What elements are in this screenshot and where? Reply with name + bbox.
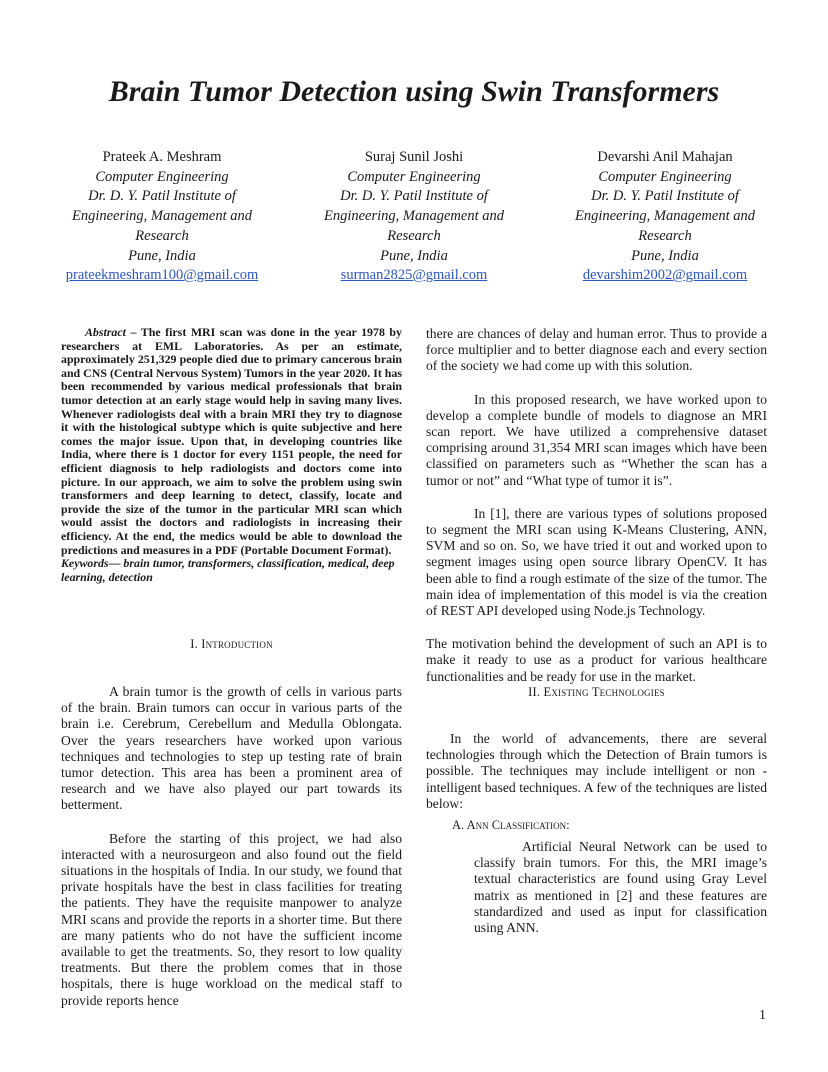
section-heading-introduction: I. Introduction — [190, 637, 273, 651]
author-block-2 — [314, 148, 514, 286]
intro-paragraph-4: In [1], there are various types of solutions proposed to segment the MRI scan using K-Means Clustering, ANN, SVM and so on. So, we have tried it out and worked upon to segment images using open source library OpenCV. It has been able to find a rough estimate of the size of the tumor. The main idea of implementation of this model is via the creation of REST API developed using Node.js Technology. — [426, 505, 767, 619]
ann-body — [474, 839, 767, 936]
ann-paragraph: Artificial Neural Network can be used to classify brain tumors. For this, the MRI image’s textual characteristics are found using Gray Level matrix as mentioned in [2] and these features are standardized and used as input for classification using ANN. — [474, 839, 767, 936]
abstract-paragraph — [61, 326, 402, 557]
author-institute: Research — [387, 227, 441, 244]
intro-paragraph-2: Before the starting of this project, we had also interacted with a neurosurgeon and also found out the field situations in the hospitals of India. In our study, we found that private hospitals have the best in class facilities for treating the patients. They have the requisite manpower to analyze MRI scans and provide the reports in a shorter time. But there are many patients who do not have the sufficient income available to get the treatments. So, they resort to low quality treatments. But there the problem comes that in those hospitals, there is huge workload on the medical staff to provide reports hence — [61, 830, 402, 1008]
author-institute: Research — [135, 227, 189, 244]
author-department: Computer Engineering — [95, 168, 229, 185]
keywords: Keywords— brain tumor, transformers, classification, medical, deep learning, detection — [61, 556, 395, 584]
introduction-body — [61, 684, 402, 1009]
author-institute: Research — [638, 227, 692, 244]
intro-continuation-paragraph: there are chances of delay and human error. Thus to provide a force multiplier and to better diagnose each and every section of the society we had come up with this solution. — [426, 326, 767, 374]
intro-paragraph-1: A brain tumor is the growth of cells in various parts of the brain. Brain tumors can occur in various parts of the brain i.e. Cerebrum, Cerebellum and Medulla Oblongata. Over the years researchers have worked upon various techniques and technologies to step up testing rate of brain tumor detection. This area has been a prominent area of research and we have also played our part towards its betterment. — [61, 684, 402, 813]
author-name: Devarshi Anil Mahajan — [597, 149, 733, 165]
author-institute: Engineering, Management and — [71, 208, 252, 225]
author-institute: Engineering, Management and — [323, 208, 504, 225]
author-institute: Dr. D. Y. Patil Institute of — [340, 188, 488, 205]
author-institute: Dr. D. Y. Patil Institute of — [88, 188, 236, 205]
abstract-section — [61, 326, 402, 584]
author-block-1 — [62, 148, 262, 286]
subsection-heading-ann: A. Ann Classification: — [452, 818, 570, 832]
author-email-link[interactable]: surman2825@gmail.com — [340, 267, 488, 284]
author-block-3 — [565, 148, 765, 286]
intro-paragraph-5: The motivation behind the development of such an API is to make it ready to use as a product for various healthcare functionalities and be ready for use in the market. — [426, 636, 767, 684]
author-location: Pune, India — [631, 247, 699, 264]
author-location: Pune, India — [128, 247, 196, 264]
existing-technologies-body — [426, 731, 767, 812]
existing-paragraph-1: In the world of advancements, there are several technologies through which the Detection of Brain tumors is possible. The techniques may include intelligent or non - intelligent based techniques. A few of the techniques are listed below: — [426, 731, 767, 811]
author-name: Suraj Sunil Joshi — [364, 149, 464, 165]
intro-paragraph-3: In this proposed research, we have worked upon to develop a complete bundle of models to diagnose an MRI scan report. We have utilized a comprehensive dataset comprising around 31,354 MRI scan images which have been classified on parameters such as “Whether the scan has a tumor or not” and “What type of tumor it is”. — [426, 391, 767, 488]
author-name: Prateek A. Meshram — [102, 149, 222, 165]
paper-title: Brain Tumor Detection using Swin Transformers — [108, 75, 720, 108]
author-department: Computer Engineering — [347, 168, 481, 185]
page-number: 1 — [759, 1008, 766, 1023]
author-institute: Engineering, Management and — [574, 208, 755, 225]
author-email-link[interactable]: prateekmeshram100@gmail.com — [65, 267, 259, 284]
abstract-label: Abstract — [85, 325, 126, 339]
section-heading-existing-technologies: II. Existing Technologies — [528, 685, 665, 699]
author-institute: Dr. D. Y. Patil Institute of — [591, 188, 739, 205]
author-department: Computer Engineering — [598, 168, 732, 185]
author-email-link[interactable]: devarshim2002@gmail.com — [582, 267, 748, 284]
author-location: Pune, India — [380, 247, 448, 264]
abstract-text: – The first MRI scan was done in the year 1978 by researchers at EML Laboratories. As per an estimate, approximately 251,329 people died due to primary cancerous brain and CNS (Central Nervous System) Tumors in the year 2020. It has been recommended by various medical professionals that brain tumor detection at an early stage would help in saving many lives. Whenever radiologists deal with a brain MRI they try to diagnose it with the histological subtype which is quite subjective and here comes the major issue. Upon that, in developing countries like India, where there is 1 doctor for every 1151 people, the need for efficient diagnosis to help radiologists and doctors come into picture. In our approach, we aim to solve the problem using swin transformers and deep learning to detect, classify, locate and provide the size of the tumor in the particular MRI scan which would assist the doctors and radiologists in increasing their efficiency. At the end, the medics would be able to download the predictions and measures in a PDF (Portable Document Format). — [61, 325, 402, 557]
right-column-top — [426, 326, 767, 685]
